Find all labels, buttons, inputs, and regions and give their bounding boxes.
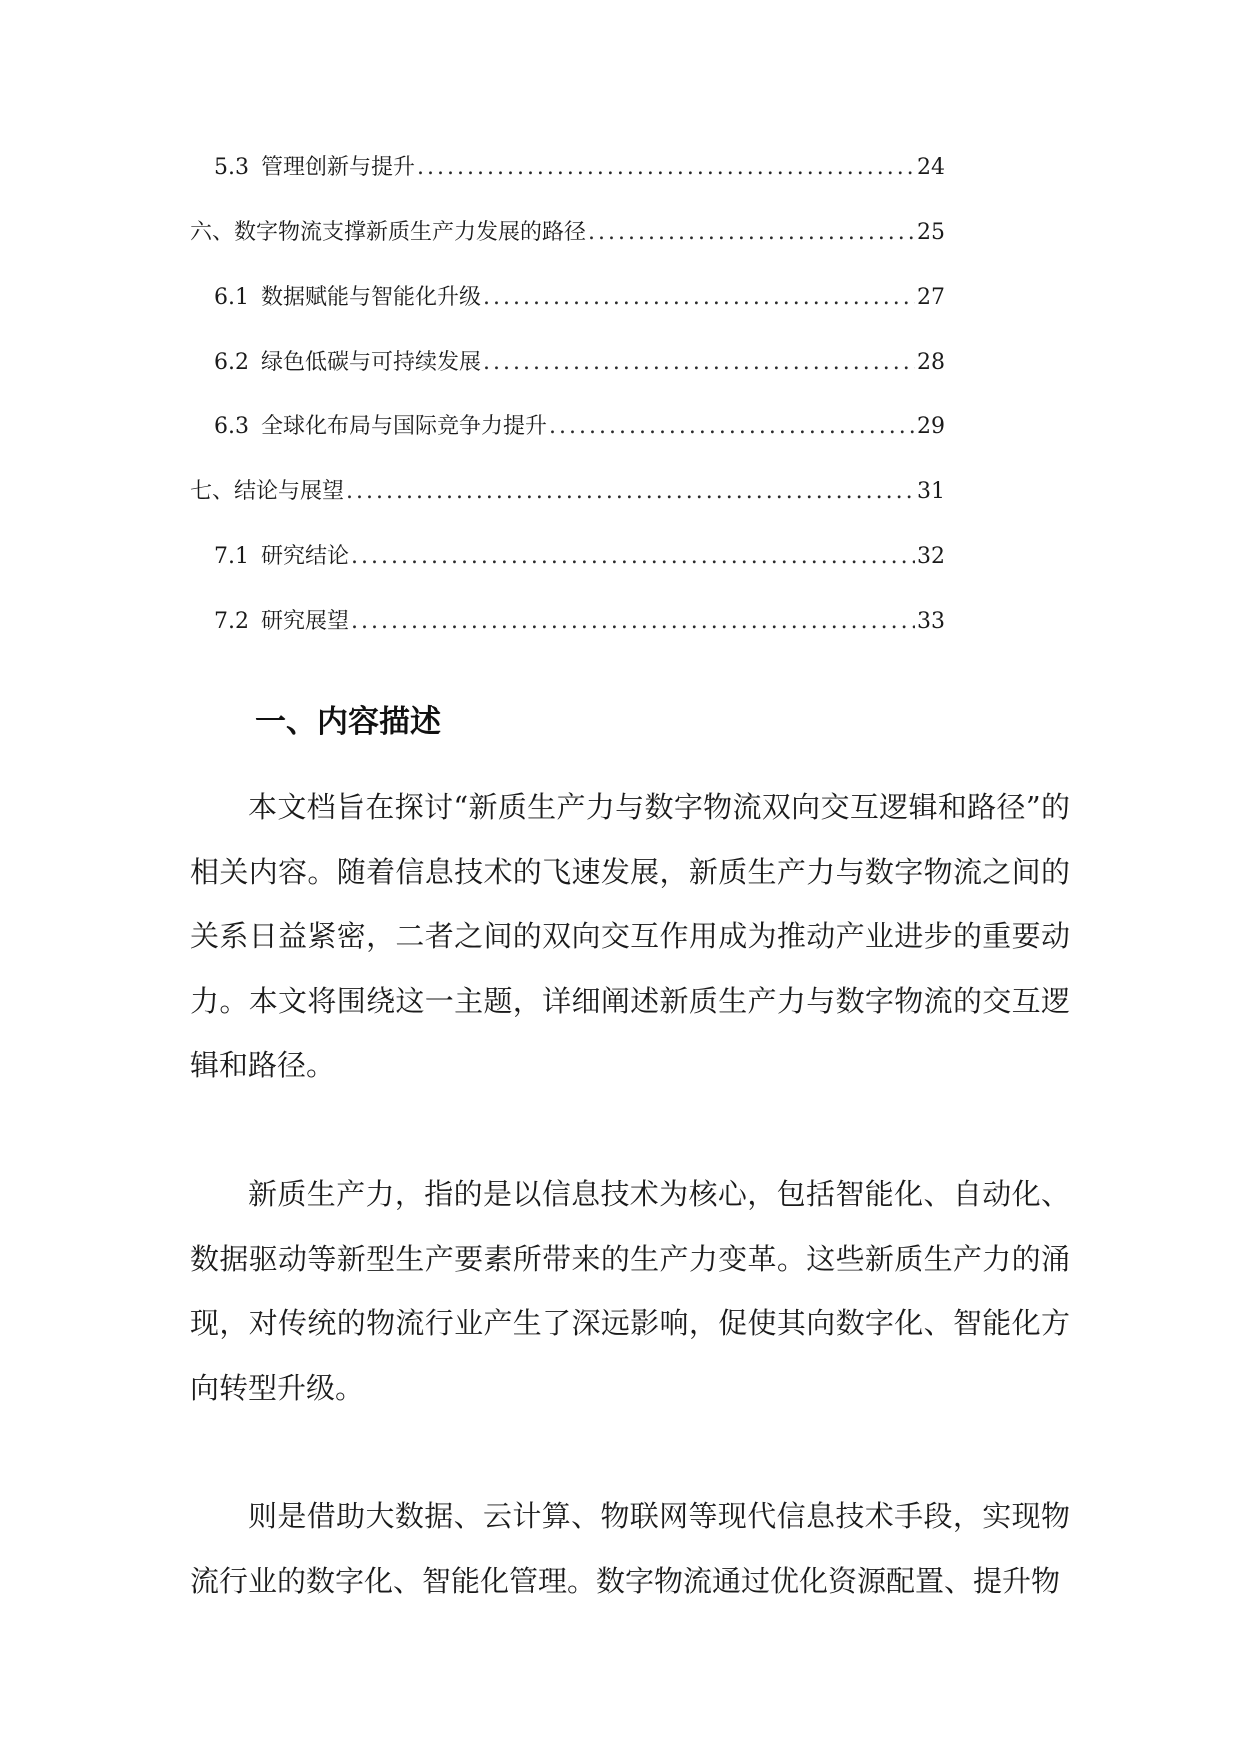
toc-entry-page: 29	[917, 414, 945, 439]
toc-entry[interactable]	[214, 540, 945, 574]
toc-dot-leader	[346, 475, 915, 509]
toc-entry-number: 6.1	[214, 285, 249, 310]
toc-entry[interactable]	[214, 281, 945, 315]
toc-entry-page: 27	[917, 285, 945, 310]
toc-entry[interactable]	[190, 475, 945, 509]
body-paragraph: 本文档旨在探讨“新质生产力与数字物流双向交互逻辑和路径”的相关内容。随着信息技术的飞速发展，新质生产力与数字物流之间的关系日益紧密，二者之间的双向交互作用成为推动产业进步的重要动力。本文将围绕这一主题，详细阐述新质生产力与数字物流的交互逻辑和路径。	[190, 790, 1070, 1082]
toc-entry-number: 7.1	[214, 544, 249, 569]
toc-entry[interactable]	[214, 346, 945, 380]
toc-entry-title: 七、结论与展望	[190, 479, 345, 504]
toc-dot-leader	[549, 410, 915, 444]
toc-entry[interactable]	[190, 216, 945, 250]
toc-dot-leader	[351, 605, 915, 639]
toc-entry-page: 31	[917, 479, 945, 504]
toc-entry[interactable]	[214, 605, 945, 639]
toc-dot-leader	[417, 151, 915, 185]
toc-entry-page: 28	[917, 350, 945, 375]
toc-entry-number: 7.2	[214, 609, 249, 634]
toc-entry-title: 绿色低碳与可持续发展	[261, 350, 482, 375]
toc-dot-leader	[588, 216, 915, 250]
toc-entry[interactable]	[214, 410, 945, 444]
toc-entry-page: 24	[917, 155, 945, 180]
section-heading: 一、内容描述	[255, 704, 441, 740]
toc-entry-number: 6.3	[214, 414, 249, 439]
toc-entry-number: 6.2	[214, 350, 249, 375]
toc-entry-number: 5.3	[214, 155, 249, 180]
toc-dot-leader	[483, 281, 915, 315]
body-paragraph: 新质生产力，指的是以信息技术为核心，包括智能化、自动化、数据驱动等新型生产要素所带来的生产力变革。这些新质生产力的涌现，对传统的物流行业产生了深远影响，促使其向数字化、智能化方向转型升级。	[190, 1177, 1070, 1405]
toc-entry-title: 研究结论	[261, 544, 350, 569]
toc-entry[interactable]	[214, 151, 945, 185]
body-paragraph: 则是借助大数据、云计算、物联网等现代信息技术手段，实现物流行业的数字化、智能化管理。数字物流通过优化资源配置、提升物	[190, 1499, 1070, 1598]
toc-entry-page: 33	[917, 609, 945, 634]
toc-entry-page: 32	[917, 544, 945, 569]
toc-entry-title: 全球化布局与国际竞争力提升	[261, 414, 548, 439]
toc-dot-leader	[351, 540, 915, 574]
toc-dot-leader	[483, 346, 915, 380]
toc-entry-title: 管理创新与提升	[261, 155, 416, 180]
toc-entry-page: 25	[917, 220, 945, 245]
toc-entry-title: 六、数字物流支撑新质生产力发展的路径	[190, 220, 587, 245]
toc-entry-title: 数据赋能与智能化升级	[261, 285, 482, 310]
toc-entry-title: 研究展望	[261, 609, 350, 634]
